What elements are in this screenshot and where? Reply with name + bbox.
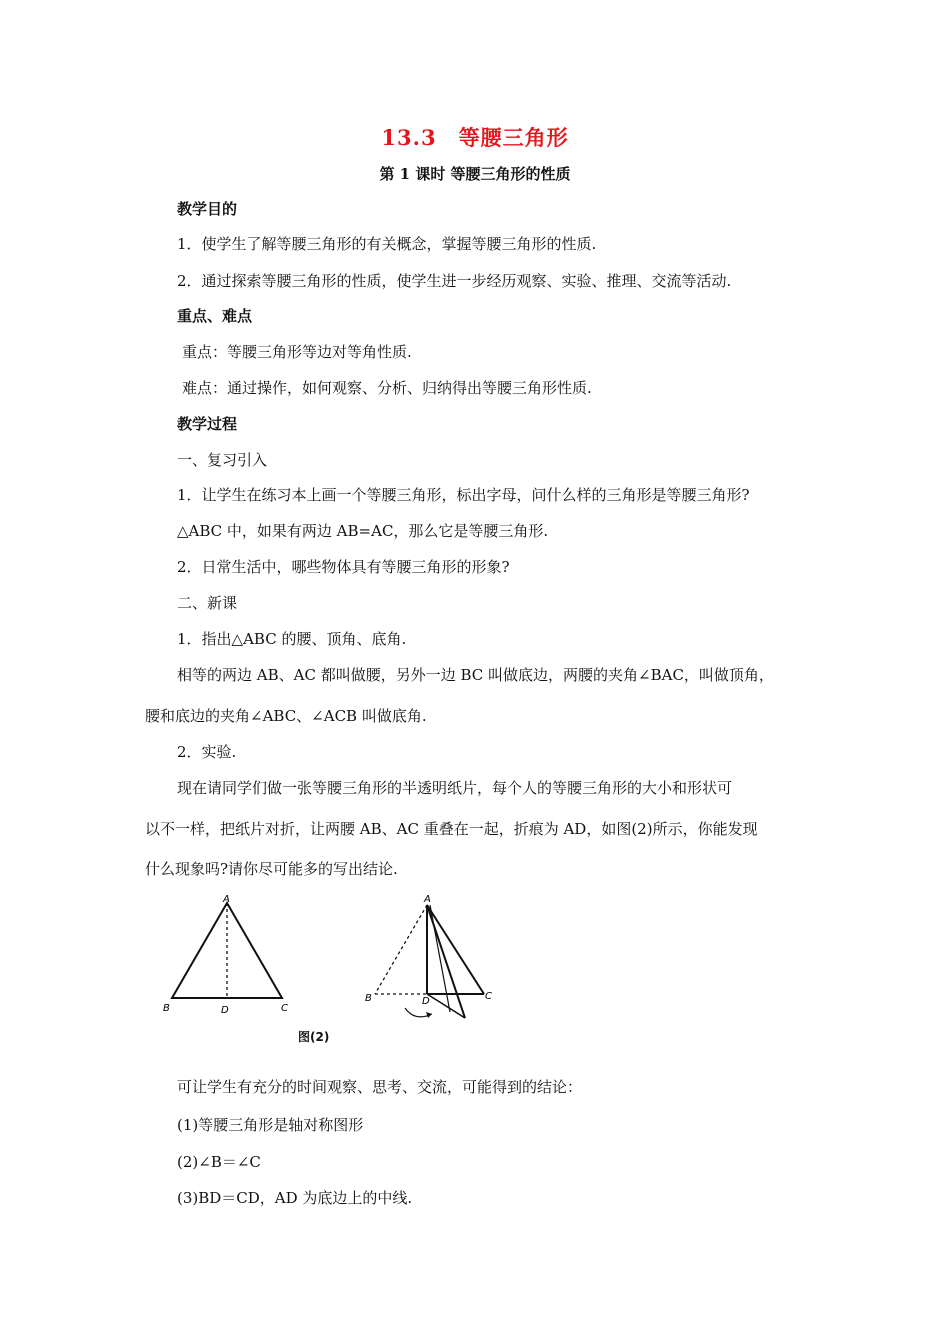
paragraph: △ABC 中，如果有两边 AB=AC，那么它是等腰三角形.: [177, 522, 549, 540]
goals-heading: 教学目的: [177, 200, 238, 218]
paragraph: 现在请同学们做一张等腰三角形的半透明纸片，每个人的等腰三角形的大小和形状可: [177, 779, 733, 797]
vertex-label-a: A: [223, 894, 230, 905]
page-title: 13.3 等腰三角形: [381, 125, 569, 150]
key-point-2: 难点：通过操作，如何观察、分析、归纳得出等腰三角形性质.: [182, 379, 592, 397]
conclusion-1: (1)等腰三角形是轴对称图形: [177, 1116, 364, 1134]
triangle-diagrams: [160, 890, 520, 1030]
paragraph: 2．实验.: [177, 743, 237, 761]
lesson-subtitle: 第 1 课时 等腰三角形的性质: [379, 165, 571, 183]
part-two-heading: 二、新课: [177, 594, 238, 612]
key-point-1: 重点：等腰三角形等边对等角性质.: [182, 343, 412, 361]
paragraph: 腰和底边的夹角∠ABC、∠ACB 叫做底角.: [145, 707, 427, 725]
paragraph: 可让学生有充分的时间观察、思考、交流，可能得到的结论：: [177, 1078, 583, 1096]
side-ac: [427, 905, 484, 994]
vertex-label-c: C: [281, 1003, 288, 1014]
conclusion-2: (2)∠B＝∠C: [177, 1153, 261, 1171]
side-ab-dashed: [375, 905, 427, 994]
triangle-figure: [160, 890, 520, 1050]
key-points-heading: 重点、难点: [177, 307, 253, 325]
paragraph: 相等的两边 AB、AC 都叫做腰，另外一边 BC 叫做底边，两腰的夹角∠BAC，叫做顶角，: [177, 666, 774, 684]
folded-base: [427, 994, 465, 1018]
figure-caption: 图(2): [298, 1030, 330, 1044]
goal-item-2: 2．通过探索等腰三角形的性质，使学生进一步经历观察、实验、推理、交流等活动.: [177, 272, 732, 290]
vertex-label-c: C: [485, 991, 492, 1002]
folded-edge: [430, 905, 450, 1012]
process-heading: 教学过程: [177, 415, 238, 433]
right-triangle: [365, 894, 492, 1018]
goal-item-1: 1．使学生了解等腰三角形的有关概念，掌握等腰三角形的性质.: [177, 235, 597, 253]
paragraph: 1．指出△ABC 的腰、顶角、底角.: [177, 630, 407, 648]
part-one-heading: 一、复习引入: [177, 451, 268, 469]
paragraph: 什么现象吗?请你尽可能多的写出结论.: [145, 860, 398, 878]
paragraph: 1．让学生在练习本上画一个等腰三角形，标出字母，问什么样的三角形是等腰三角形?: [177, 486, 750, 504]
paragraph: 2．日常生活中，哪些物体具有等腰三角形的形象?: [177, 558, 510, 576]
vertex-label-b: B: [365, 993, 372, 1004]
paragraph: 以不一样，把纸片对折，让两腰 AB、AC 重叠在一起，折痕为 AD，如图(2)所示，你能发现: [145, 820, 758, 838]
left-triangle: [163, 894, 288, 1016]
conclusion-3: (3)BD＝CD，AD 为底边上的中线.: [177, 1189, 413, 1207]
vertex-label-a: A: [424, 894, 431, 905]
vertex-label-b: B: [163, 1003, 170, 1014]
vertex-label-d: D: [221, 1005, 229, 1016]
vertex-label-d: D: [422, 996, 430, 1007]
